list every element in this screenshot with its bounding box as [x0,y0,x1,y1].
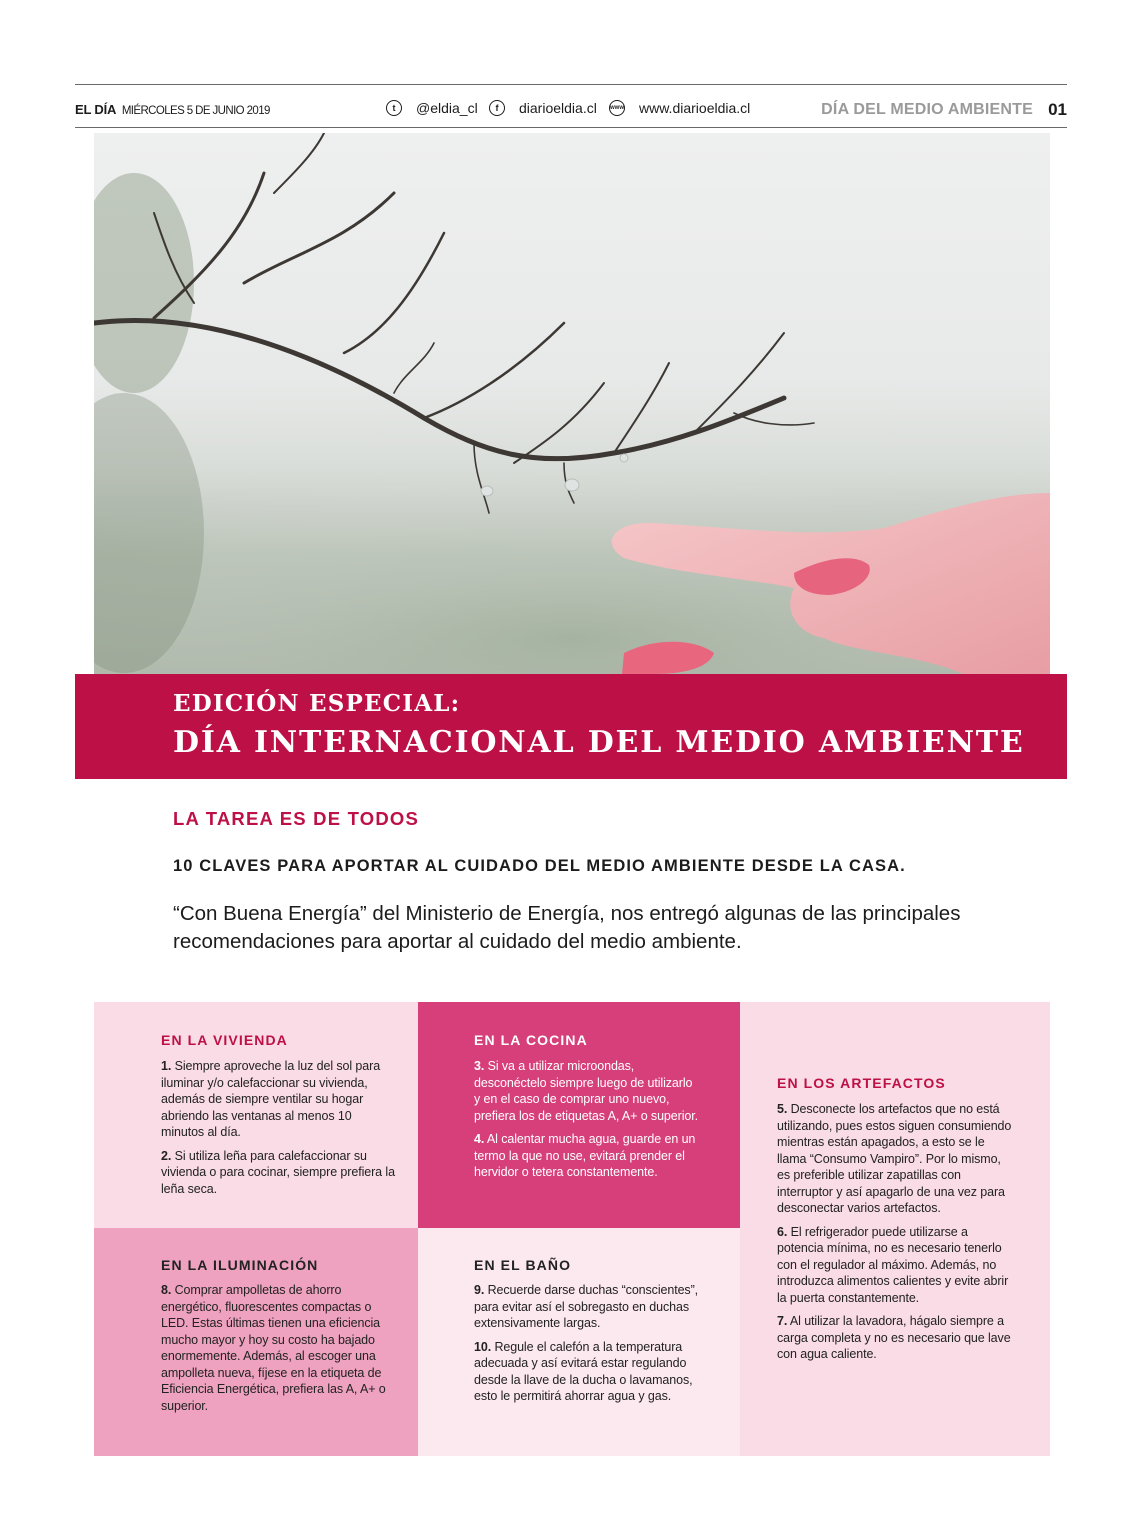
box-title-bano: EN EL BAÑO [474,1257,572,1273]
branch-and-hand-illustration [94,133,1050,674]
tip-text: Comprar ampolletas de ahorro energético, fluorescentes compactas o LED. Estas últimas tienen una eficiencia mucho mayor y hoy su costo ha bajado enormemente. Además, al escoger una ampolleta nueva, fíjese en la etiqueta de Eficiencia Energética, prefiera las A, A+ o superior. [161,1283,386,1413]
tip-number: 10. [474,1339,492,1354]
header-bottom-rule [75,127,1067,128]
tip-text: Recuerde darse duchas “conscientes”, para evitar así el sobregasto en duchas extensivamente largas. [474,1283,699,1330]
tip-item [474,1058,700,1124]
twitter-handle[interactable] [386,100,478,116]
box-bano [418,1228,740,1456]
banner-kicker: EDICIÓN ESPECIAL: [173,690,461,717]
article-lead: “Con Buena Energía” del Ministerio de Energía, nos entregó algunas de las principales recomendaciones para aportar al cuidado del medio ambiente. [173,902,961,953]
facebook-page[interactable] [489,100,597,116]
box-text-bano [474,1282,704,1412]
title-banner [75,674,1067,779]
facebook-icon: f [489,100,505,116]
box-artefactos [740,1002,1050,1456]
box-text-artefactos [777,1101,1017,1370]
tip-text: Desconecte los artefactos que no está utilizando, pues estos siguen consumiendo mientras están apagados, a esto se le llama “Consumo Vampiro”. Por lo mismo, es preferible utilizar zapatillas con interruptor y así apagarlo de una vez para desconectar varios artefactos. [777,1102,1012,1215]
tip-text: Si va a utilizar microondas, desconéctelo siempre luego de utilizarlo y en el caso de comprar uno nuevo, prefiera los de etiquetas A, A+ o superior. [474,1059,698,1123]
tip-item [474,1282,704,1332]
tip-text: Regule el calefón a la temperatura adecuada y así evitará estar regulando desde la llave de la ducha o lavamanos, esto le permitirá ahorrar agua y gas. [474,1339,693,1403]
tip-item [777,1224,1017,1307]
web-icon: www [609,100,625,116]
box-title-artefactos: EN LOS ARTEFACTOS [777,1075,946,1091]
brand-name: EL DÍA [75,102,117,117]
tip-number: 4. [474,1132,485,1146]
tip-number: 6. [777,1224,788,1239]
article-subtitle: 10 CLAVES PARA APORTAR AL CUIDADO DEL MEDIO AMBIENTE DESDE LA CASA. [173,857,906,875]
tip-item [474,1131,700,1181]
tip-text: Al utilizar la lavadora, hágalo siempre a carga completa y no es necesario que lave con agua caliente. [777,1314,1011,1361]
website-link[interactable] [609,100,750,116]
issue-date: MIÉRCOLES 5 DE JUNIO 2019 [121,105,270,117]
page-number: 01 [1048,100,1067,119]
tip-item [777,1313,1017,1363]
brand [75,102,270,117]
tip-text: Siempre aproveche la luz del sol para iluminar y/o calefaccionar su vivienda, además de siempre ventilar su hogar abriendo las ventanas al menos 10 minutos al día. [161,1059,381,1139]
twitter-icon: t [386,100,402,116]
banner-headline: DÍA INTERNACIONAL DEL MEDIO AMBIENTE [173,725,1025,760]
tip-item [474,1339,704,1405]
tip-text: El refrigerador puede utilizarse a potencia mínima, no es necesario tenerlo con el regulador al máximo. Además, no introduzca alimentos calientes y evite abrir la puerta constantemente. [777,1224,1009,1305]
masthead [75,100,1067,122]
box-vivienda [94,1002,418,1228]
box-title-cocina: EN LA COCINA [474,1032,588,1048]
box-text-iluminacion [161,1282,393,1421]
tip-item [777,1101,1017,1217]
box-text-cocina [474,1058,700,1188]
header-top-rule [75,84,1067,85]
tip-number: 7. [777,1314,788,1328]
facebook-label: diarioeldia.cl [519,100,597,116]
section-name: DÍA DEL MEDIO AMBIENTE [821,101,1033,118]
box-title-iluminacion: EN LA ILUMINACIÓN [161,1257,319,1273]
tip-number: 2. [161,1148,172,1163]
tip-number: 3. [474,1059,485,1073]
tip-number: 9. [474,1283,485,1297]
tip-item [161,1058,396,1141]
tip-number: 5. [777,1102,788,1116]
tip-text: Al calentar mucha agua, guarde en un termo la que no use, evitará prender el hervidor o tetera constantemente. [474,1132,696,1179]
box-cocina [418,1002,740,1228]
tip-number: 1. [161,1059,172,1073]
section-tag: LA TAREA ES DE TODOS [173,808,420,829]
tip-number: 8. [161,1283,172,1297]
hero-photo [94,133,1050,674]
box-title-vivienda: EN LA VIVIENDA [161,1032,288,1048]
box-iluminacion [94,1228,418,1456]
twitter-label: @eldia_cl [416,100,478,116]
box-text-vivienda [161,1058,396,1204]
tip-item [161,1282,393,1414]
tip-item [161,1148,396,1198]
website-label: www.diarioeldia.cl [639,100,751,116]
tip-text: Si utiliza leña para calefaccionar su vivienda o para cocinar, siempre prefiera la leña seca. [161,1148,395,1196]
